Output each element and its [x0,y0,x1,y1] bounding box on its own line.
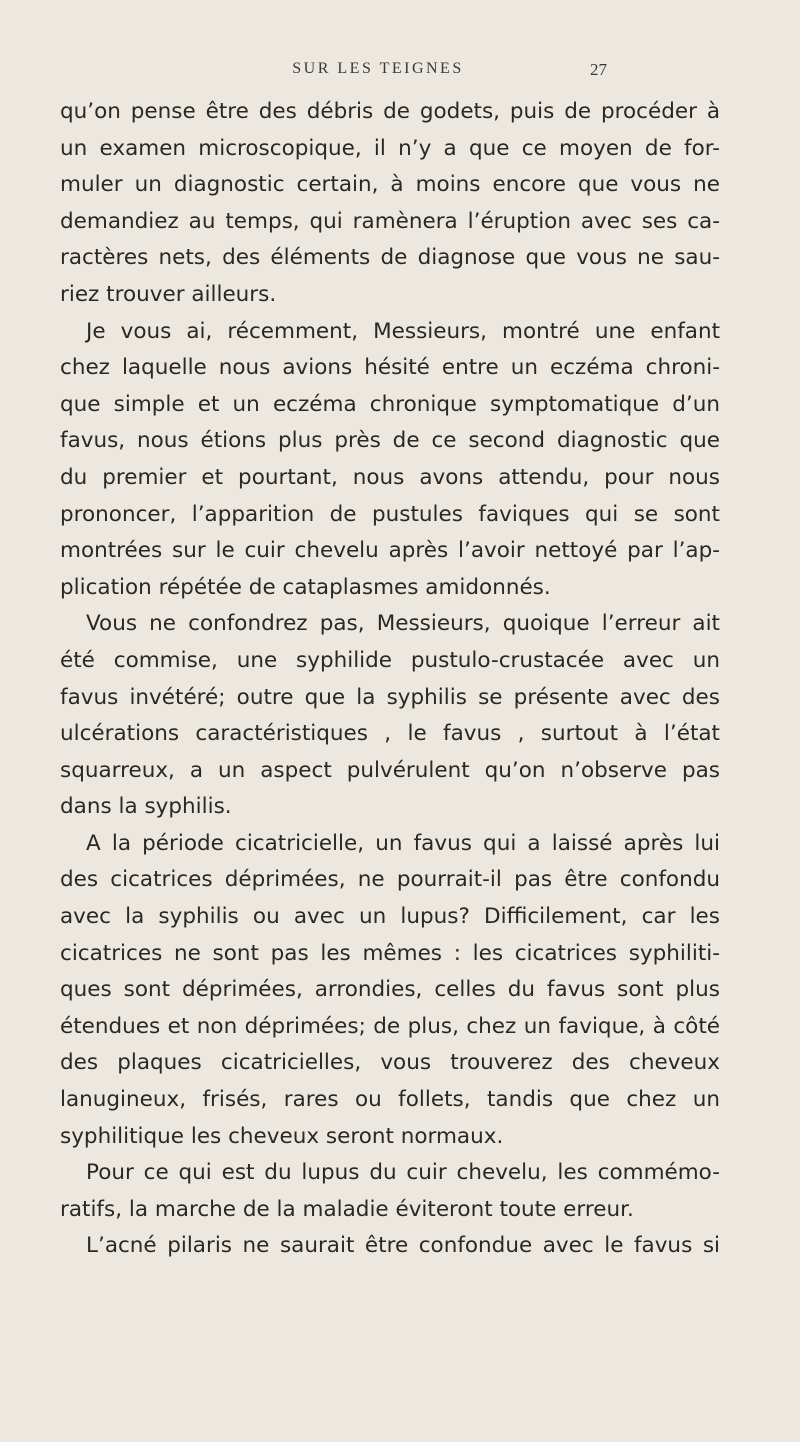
text-line: riez trouver ailleurs. [60,281,277,307]
text-line: chez laquelle nous avions hésité entre un eczéma chroni- [60,355,720,381]
text-line: Pour ce qui est du lupus du cuir chevelu, les commémo- [86,1160,720,1186]
text-line: ractères nets, des éléments de diagnose que vous ne sau- [60,245,720,271]
text-line: favus, nous étions plus près de ce second diagnostic que [60,428,720,454]
text-line: des cicatrices déprimées, ne pourrait-il pas être confondu [60,867,720,893]
text-line: A la période cicatricielle, un favus qui a laissé après lui [86,830,720,856]
page-number: 27 [590,60,607,79]
text-line: été commise, une syphilide pustulo-crustacée avec un [60,647,720,673]
text-line: un examen microscopique, il n’y a que ce moyen de for- [60,135,720,161]
text-line: plication répétée de cataplasmes amidonnés. [60,574,551,600]
text-line: avec la syphilis ou avec un lupus? Difficilement, car les [60,904,720,930]
body-text [60,94,720,1265]
text-line: prononcer, l’apparition de pustules faviques qui se sont [60,501,720,527]
text-line: muler un diagnostic certain, à moins encore que vous ne [60,172,720,198]
running-title: SUR LES TEIGNES [292,60,464,77]
text-line: squarreux, a un aspect pulvérulent qu’on n’observe pas [60,757,720,783]
text-line: qu’on pense être des débris de godets, puis de procéder à [60,99,720,124]
text-line: étendues et non déprimées; de plus, chez un favique, à côté [60,1013,720,1039]
text-line: syphilitique les cheveux seront normaux. [60,1123,504,1149]
text-line: Je vous ai, récemment, Messieurs, montré une enfant [86,318,720,344]
text-line: que simple et un eczéma chronique symptomatique d’un [60,391,720,417]
text-line: montrées sur le cuir chevelu après l’avoir nettoyé par l’ap- [60,538,720,564]
text-line: lanugineux, frisés, rares ou follets, tandis que chez un [60,1087,720,1113]
text-line: L’acné pilaris ne saurait être confondue avec le favus si [86,1233,720,1259]
text-line: des plaques cicatricielles, vous trouverez des cheveux [60,1050,720,1076]
text-line: Vous ne confondrez pas, Messieurs, quoique l’erreur ait [86,611,720,637]
text-line: demandiez au temps, qui ramènera l’éruption avec ses ca- [60,208,720,234]
running-head [0,60,800,84]
text-line: du premier et pourtant, nous avons attendu, pour nous [60,464,720,490]
text-line: ques sont déprimées, arrondies, celles du favus sont plus [60,977,720,1003]
text-line: cicatrices ne sont pas les mêmes : les cicatrices syphiliti- [60,940,720,966]
text-line: ratifs, la marche de la maladie éviteront toute erreur. [60,1196,634,1222]
text-line: dans la syphilis. [60,794,232,820]
text-line: favus invétéré; outre que la syphilis se présente avec des [60,684,720,710]
text-line: ulcérations caractéristiques , le favus , surtout à l’état [60,721,720,747]
